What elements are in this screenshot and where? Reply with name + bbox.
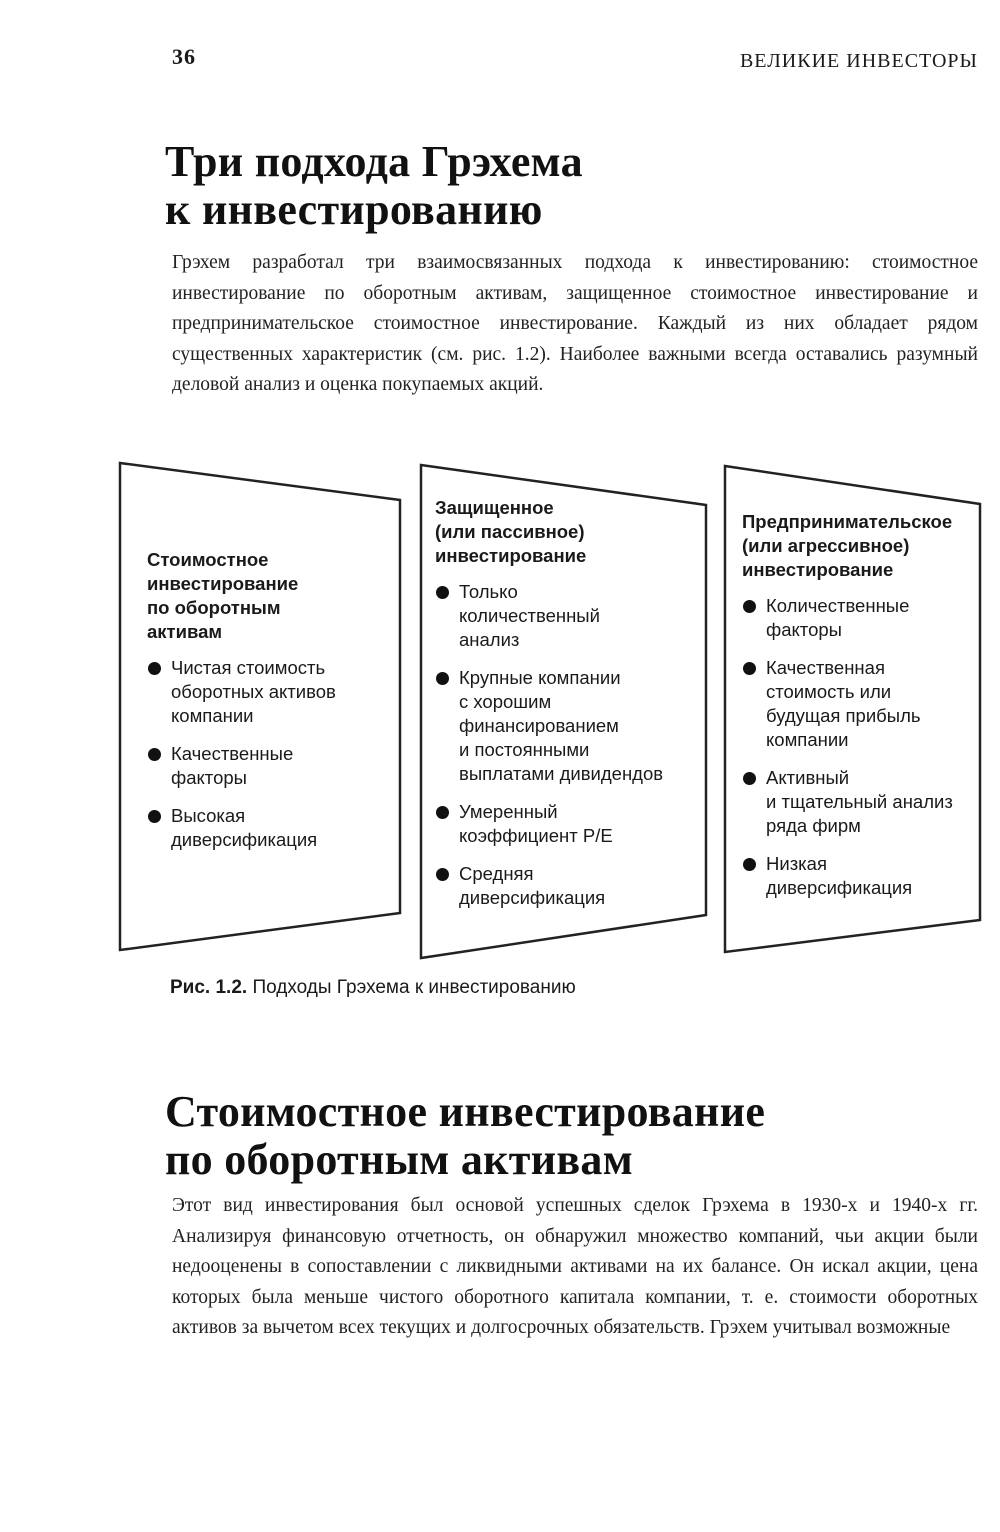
heading-line: Стоимостное инвестирование	[165, 1087, 766, 1136]
list-item: Чистая стоимость оборотных активов компании	[147, 656, 397, 728]
intro-paragraph: Грэхем разработал три взаимосвязанных подхода к инвестированию: стоимостное инвестирование по оборотным активам, защищенное стоимостное инвестирование и предпринимательское стоимостное инвестирование. Каждый из них обладает рядом существенных характеристик (см. рис. 1.2). Наиболее важными всегда оставались разумный деловой анализ и оценка покупаемых акций.	[172, 252, 978, 396]
panel-list	[147, 656, 397, 852]
caption-label: Рис. 1.2.	[170, 977, 248, 998]
list-item: Качественная стоимость или будущая прибыль компании	[742, 656, 982, 752]
list-item: Средняя диверсификация	[435, 862, 705, 910]
panel-list	[742, 594, 982, 900]
caption-text: Подходы Грэхема к инвестированию	[247, 977, 576, 998]
panel-list	[435, 580, 705, 910]
page-number: 36	[172, 44, 196, 69]
list-item: Качественные факторы	[147, 742, 397, 790]
list-item: Количественные факторы	[742, 594, 982, 642]
heading-line: Три подхода Грэхема	[165, 137, 583, 186]
approach-panel-defensive	[435, 496, 705, 924]
running-title: ВЕЛИКИЕ ИНВЕСТОРЫ	[739, 50, 978, 72]
list-item: Низкая диверсификация	[742, 852, 982, 900]
heading-line: по оборотным активам	[165, 1135, 633, 1184]
section-heading	[165, 1088, 765, 1184]
list-item: Только количественный анализ	[435, 580, 705, 652]
section-paragraph: Этот вид инвестирования был основой успешных сделок Грэхема в 1930-х и 1940-х гг. Анализируя финансовую отчетность, он обнаружил множество компаний, чьи акции были недооценены в сопоставлении с ликвидными активами на их балансе. Он искал акции, цена которых была меньше чистого оборотного капитала компании, т. е. стоимости оборотных активов за вычетом всех текущих и долгосрочных обязательств. Грэхем учитывал возможные	[172, 1195, 978, 1339]
figure-caption	[170, 977, 576, 999]
panel-title: Защищенное (или пассивное) инвестирование	[435, 497, 587, 566]
approach-panel-enterprising	[742, 510, 982, 914]
list-item: Крупные компании с хорошим финансированием и постоянными выплатами дивидендов	[435, 666, 705, 786]
panel-title: Стоимостное инвестирование по оборотным активам	[147, 549, 299, 642]
panel-title: Предпринимательское (или агрессивное) инвестирование	[742, 511, 953, 580]
list-item: Высокая диверсификация	[147, 804, 397, 852]
heading-line: к инвестированию	[165, 185, 543, 234]
list-item: Умеренный коэффициент P/E	[435, 800, 705, 848]
approach-panel-net-current-assets	[147, 548, 397, 866]
list-item: Активный и тщательный анализ ряда фирм	[742, 766, 982, 838]
